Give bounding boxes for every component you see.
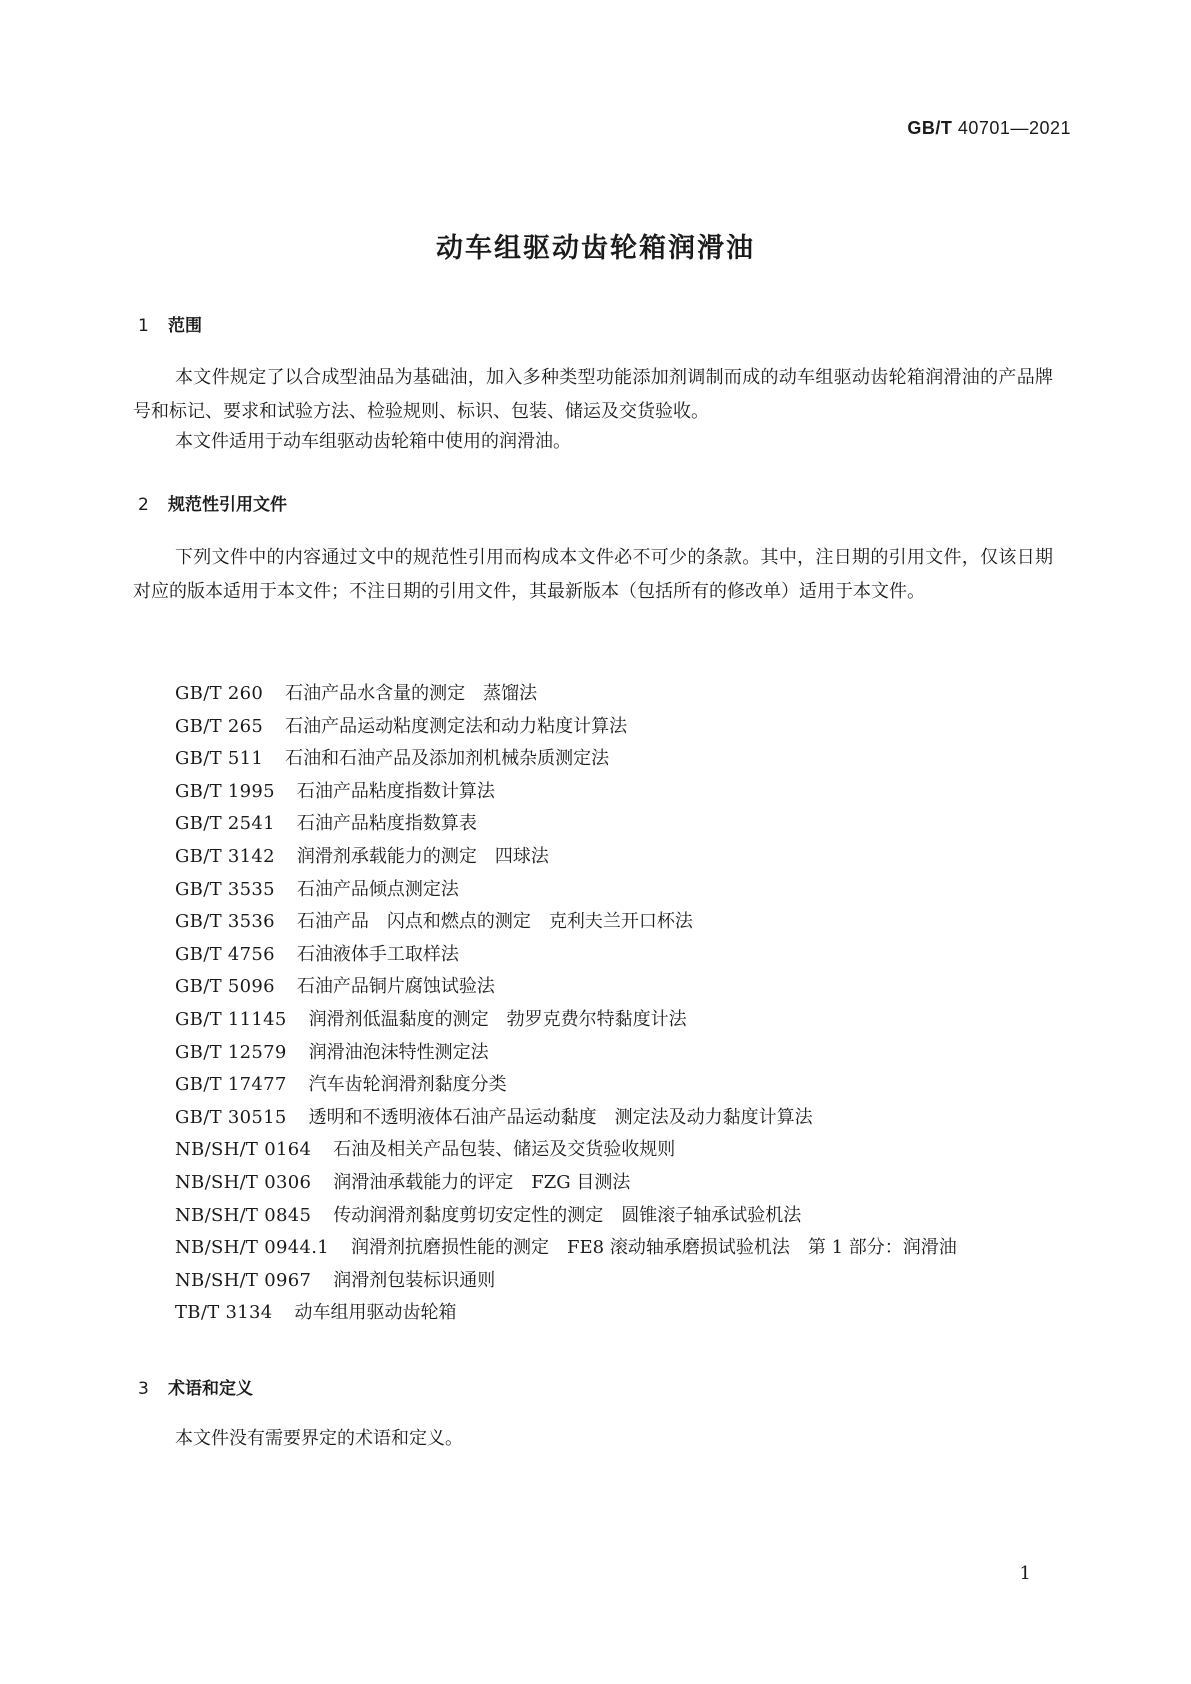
reference-code: NB/SH/T 0164 bbox=[175, 1139, 312, 1161]
reference-item bbox=[175, 678, 957, 711]
reference-item bbox=[175, 808, 957, 841]
page-number: 1 bbox=[1019, 1563, 1031, 1584]
standard-prefix: GB/T bbox=[907, 118, 953, 138]
reference-item bbox=[175, 743, 957, 776]
references-intro-paragraph: 下列文件中的内容通过文中的规范性引用而构成本文件必不可少的条款。其中，注日期的引用文件，仅该日期对应的版本适用于本文件；不注日期的引用文件，其最新版本（包括所有的修改单）适用于本文件。 bbox=[133, 547, 1053, 602]
reference-title: 石油产品粘度指数计算法 bbox=[296, 780, 495, 802]
reference-title: 润滑剂抗磨损性能的测定 FE8 滚动轴承磨损试验机法 第 1 部分：润滑油 bbox=[351, 1237, 957, 1259]
reference-item bbox=[175, 1069, 957, 1102]
reference-title: 润滑剂低温黏度的测定 勃罗克费尔特黏度计法 bbox=[308, 1008, 687, 1030]
reference-title: 石油产品倾点测定法 bbox=[296, 878, 459, 900]
reference-item bbox=[175, 1232, 957, 1265]
reference-item bbox=[175, 711, 957, 744]
reference-item bbox=[175, 939, 957, 972]
reference-code: GB/T 3536 bbox=[175, 911, 275, 933]
section-number: 2 bbox=[138, 495, 149, 515]
reference-title: 润滑油承载能力的评定 FZG 目测法 bbox=[333, 1171, 631, 1193]
section-2-heading bbox=[138, 490, 287, 515]
reference-title: 润滑油泡沫特性测定法 bbox=[308, 1041, 489, 1063]
reference-item bbox=[175, 1134, 957, 1167]
reference-title: 石油及相关产品包装、储运及交货验收规则 bbox=[333, 1139, 676, 1161]
document-title: 动车组驱动齿轮箱润滑油 bbox=[436, 233, 755, 264]
reference-title: 石油产品运动粘度测定法和动力粘度计算法 bbox=[285, 715, 628, 737]
reference-item bbox=[175, 1200, 957, 1233]
reference-title: 传动润滑剂黏度剪切安定性的测定 圆锥滚子轴承试验机法 bbox=[333, 1204, 802, 1226]
reference-item bbox=[175, 1102, 957, 1135]
reference-title: 润滑剂承载能力的测定 四球法 bbox=[296, 845, 549, 867]
terms-paragraph: 本文件没有需要界定的术语和定义。 bbox=[175, 1428, 463, 1449]
reference-item bbox=[175, 1297, 957, 1330]
reference-code: TB/T 3134 bbox=[175, 1302, 273, 1324]
section-title: 范围 bbox=[168, 316, 202, 336]
section-1-heading bbox=[138, 311, 202, 336]
reference-code: GB/T 5096 bbox=[175, 976, 275, 998]
reference-code: NB/SH/T 0845 bbox=[175, 1204, 312, 1226]
reference-title: 石油产品水含量的测定 蒸馏法 bbox=[285, 683, 538, 704]
reference-code: NB/SH/T 0944.1 bbox=[175, 1237, 330, 1259]
reference-code: GB/T 511 bbox=[175, 748, 264, 770]
reference-code: NB/SH/T 0967 bbox=[175, 1269, 312, 1291]
reference-code: GB/T 2541 bbox=[175, 813, 275, 835]
reference-item bbox=[175, 906, 957, 939]
reference-item bbox=[175, 841, 957, 874]
normative-references-list bbox=[175, 678, 957, 1330]
reference-code: GB/T 260 bbox=[175, 683, 264, 704]
reference-item bbox=[175, 1037, 957, 1070]
reference-item bbox=[175, 1004, 957, 1037]
reference-item bbox=[175, 776, 957, 809]
section-number: 3 bbox=[138, 1379, 149, 1399]
section-title: 术语和定义 bbox=[168, 1379, 253, 1399]
reference-item bbox=[175, 1265, 957, 1298]
reference-item bbox=[175, 1167, 957, 1200]
reference-title: 石油产品铜片腐蚀试验法 bbox=[296, 976, 495, 998]
section-number: 1 bbox=[138, 316, 149, 336]
reference-title: 石油产品粘度指数算表 bbox=[296, 813, 477, 835]
reference-code: NB/SH/T 0306 bbox=[175, 1171, 312, 1193]
reference-code: GB/T 4756 bbox=[175, 943, 275, 965]
reference-code: GB/T 265 bbox=[175, 715, 264, 737]
reference-code: GB/T 3535 bbox=[175, 878, 275, 900]
reference-code: GB/T 3142 bbox=[175, 845, 275, 867]
reference-item bbox=[175, 874, 957, 907]
reference-code: GB/T 17477 bbox=[175, 1074, 287, 1096]
reference-title: 石油液体手工取样法 bbox=[296, 943, 459, 965]
reference-title: 透明和不透明液体石油产品运动黏度 测定法及动力黏度计算法 bbox=[308, 1106, 813, 1128]
scope-paragraph-1: 本文件规定了以合成型油品为基础油，加入多种类型功能添加剂调制而成的动车组驱动齿轮箱润滑油的产品牌号和标记、要求和试验方法、检验规则、标识、包装、储运及交货验收。 bbox=[133, 367, 1053, 422]
section-3-heading bbox=[138, 1374, 253, 1399]
section-title: 规范性引用文件 bbox=[168, 495, 287, 515]
reference-item bbox=[175, 971, 957, 1004]
scope-paragraph-2: 本文件适用于动车组驱动齿轮箱中使用的润滑油。 bbox=[175, 431, 571, 452]
standard-code: 40701—2021 bbox=[957, 118, 1071, 138]
standard-number bbox=[907, 118, 1071, 139]
reference-title: 润滑剂包装标识通则 bbox=[333, 1269, 496, 1291]
reference-code: GB/T 1995 bbox=[175, 780, 275, 802]
reference-title: 动车组用驱动齿轮箱 bbox=[294, 1302, 457, 1324]
reference-code: GB/T 12579 bbox=[175, 1041, 287, 1063]
reference-title: 汽车齿轮润滑剂黏度分类 bbox=[308, 1074, 507, 1096]
reference-code: GB/T 11145 bbox=[175, 1008, 287, 1030]
reference-code: GB/T 30515 bbox=[175, 1106, 287, 1128]
reference-title: 石油产品 闪点和燃点的测定 克利夫兰开口杯法 bbox=[296, 911, 693, 933]
reference-title: 石油和石油产品及添加剂机械杂质测定法 bbox=[285, 748, 610, 770]
